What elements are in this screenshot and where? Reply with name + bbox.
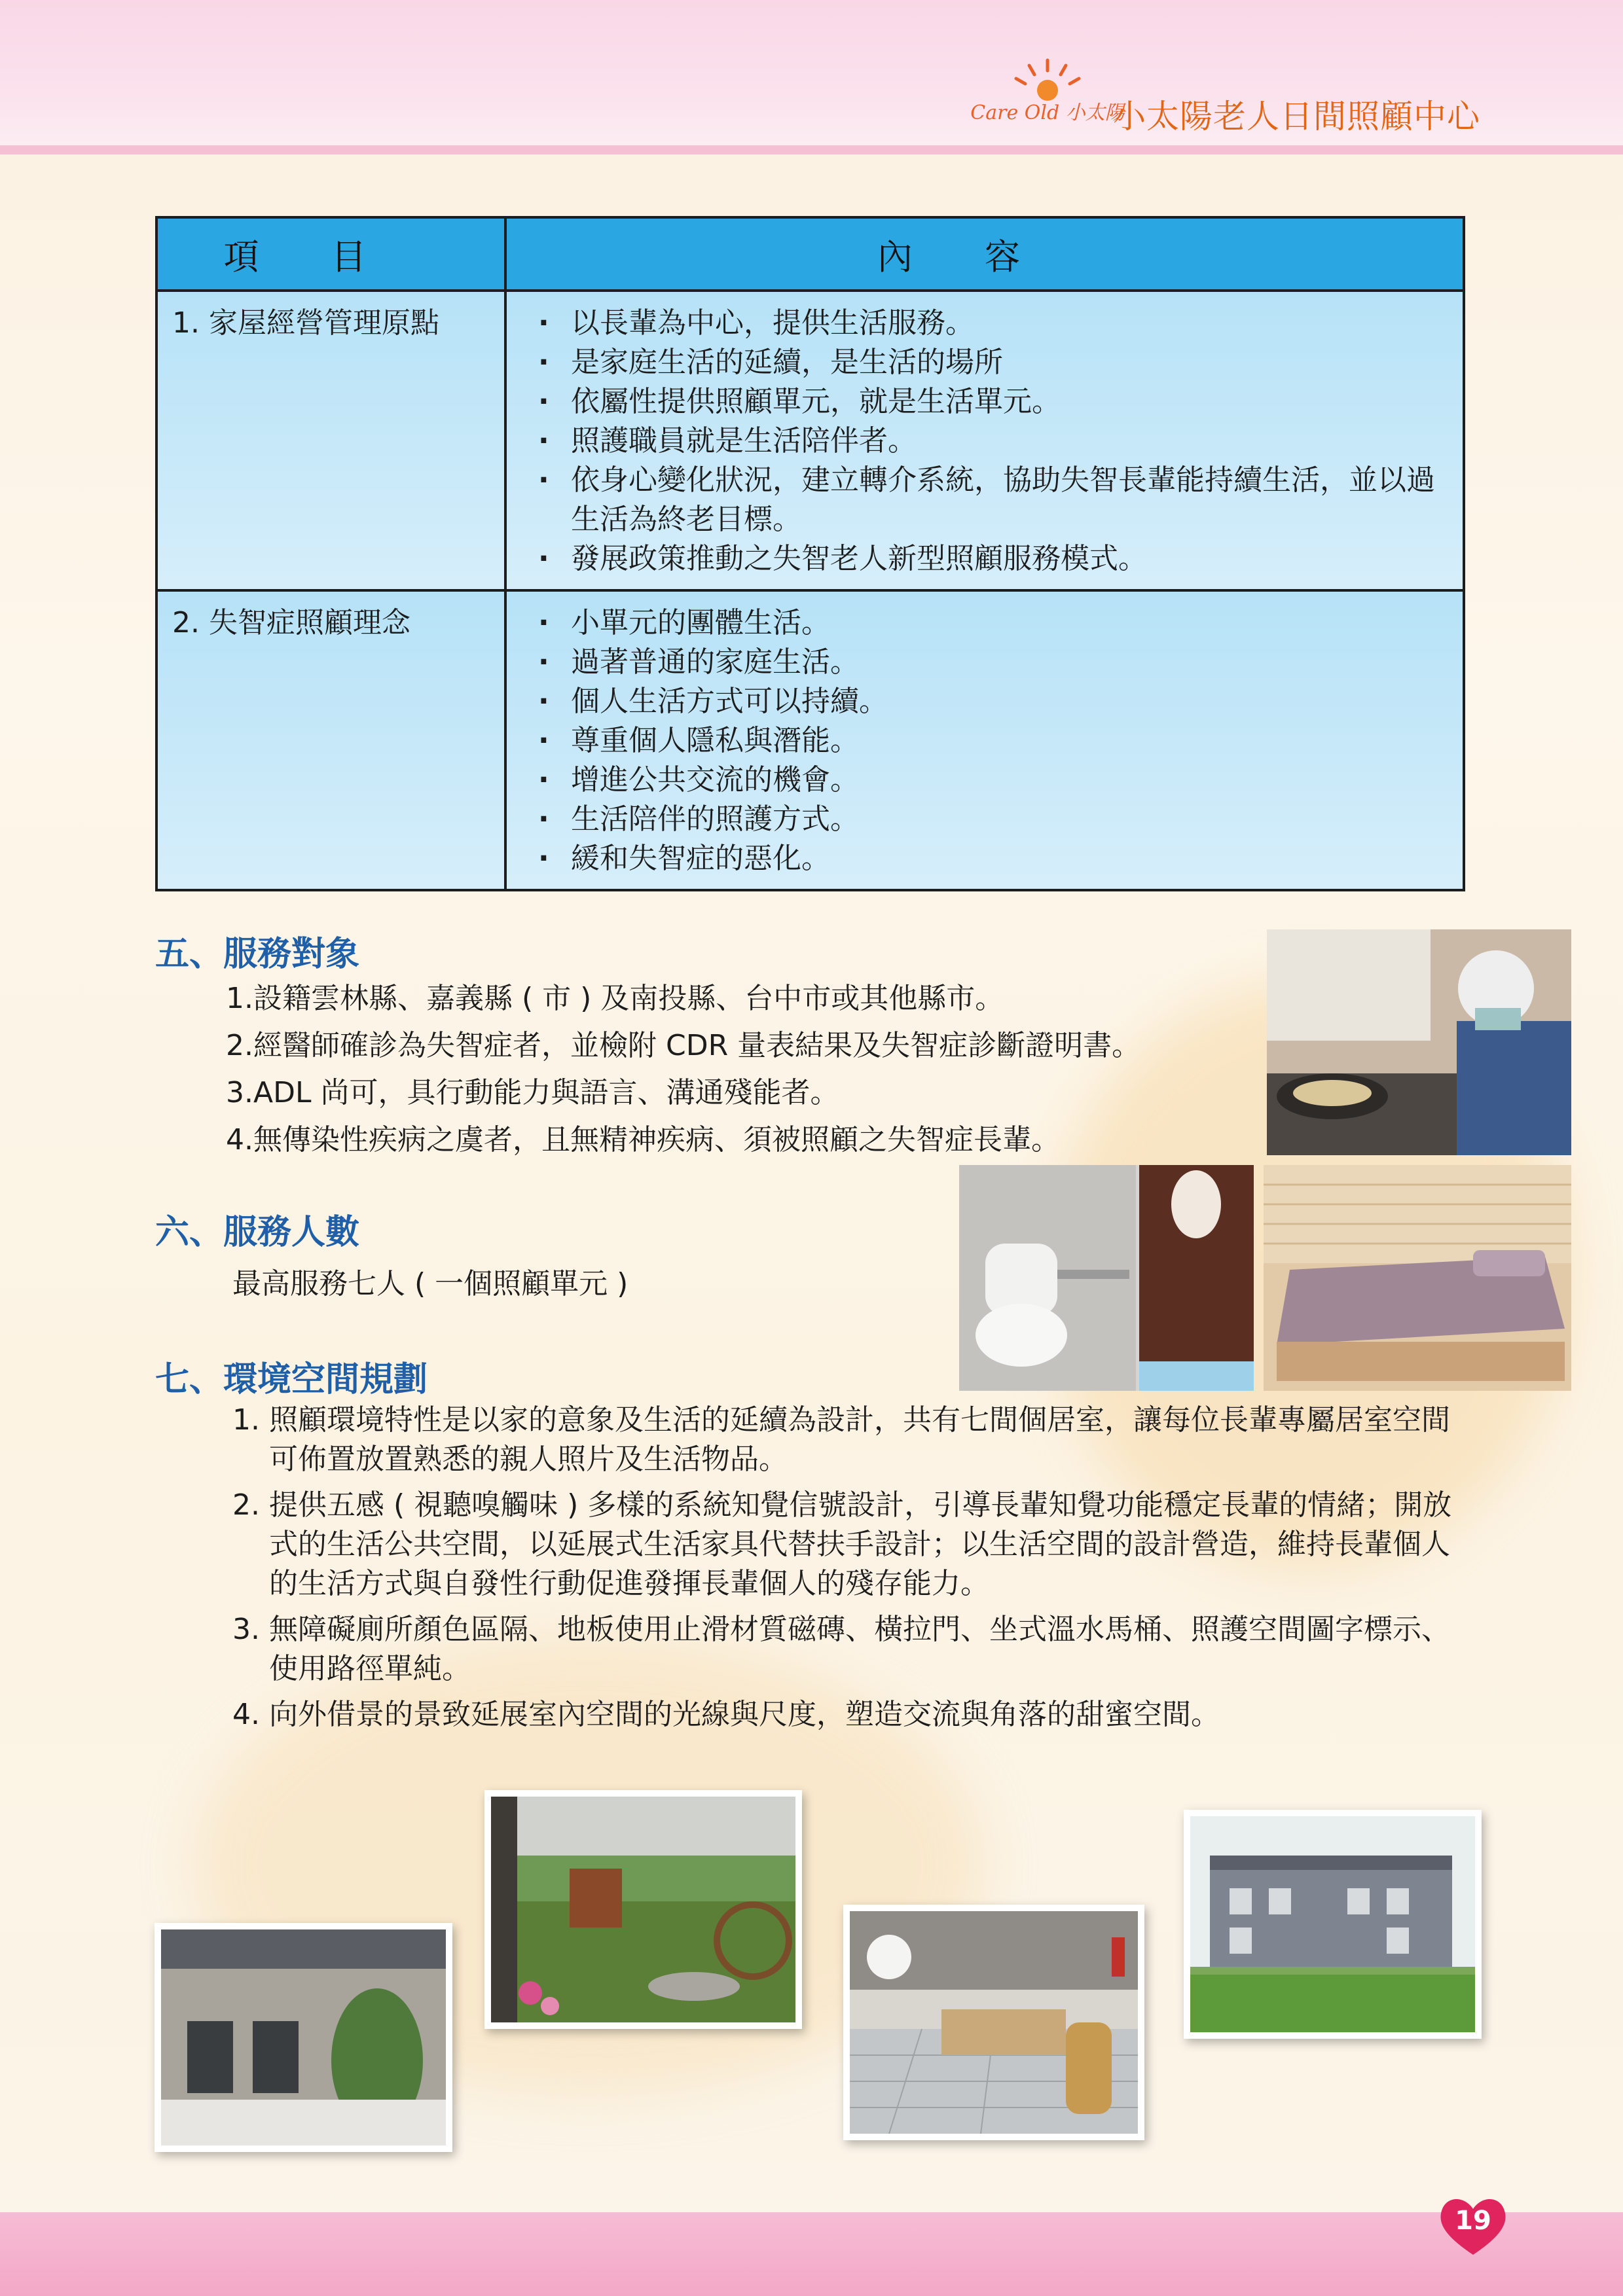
list-number: 4. [232,1698,260,1731]
bullet-item: · 過著普通的家庭生活。 [533,643,1443,682]
table-cell-item: 1. 家屋經營管理原點 [156,291,505,590]
bullet-item: · 照護職員就是生活陪伴者。 [533,422,1443,461]
section-title-service-capacity: 六、服務人數 [155,1213,360,1252]
list-text: 提供五感 ( 視聽嗅觸味 ) 多樣的系統知覺信號設計，引導長輩知覺功能穩定長輩的情緒；開放式的生活公共空間，以延展式生活家具代替扶手設計；以生活空間的設計營造，維持長輩個人的生活方式與自發性行動促進發揮長輩個人的殘存能力。 [269,1488,1452,1600]
bullet-item: · 是家庭生活的延續，是生活的場所 [533,343,1443,382]
photo-building-exterior [155,1923,452,2152]
logo-text: Care Old 小太陽 [970,101,1125,124]
bullet-item: · 小單元的團體生活。 [533,603,1443,643]
table-row [156,590,1464,890]
environment-list [232,1401,1476,1741]
page-number: 19 [1455,2206,1491,2236]
list-item: 3.ADL 尚可，具行動能力與語言、溝通殘能者。 [226,1076,839,1109]
table-header-content: 內容 [505,217,1464,291]
list-number: 3. [232,1613,260,1646]
table-header-item: 項目 [156,217,505,291]
care-principles-table [155,216,1465,891]
list-item: 2.經醫師確診為失智症者，並檢附 CDR 量表結果及失智症診斷證明書。 [226,1029,1141,1062]
bullet-item: · 發展政策推動之失智老人新型照顧服務模式。 [533,539,1443,579]
photo-accessible-toilet [959,1165,1254,1391]
list-text: 照顧環境特性是以家的意象及生活的延續為設計，共有七間個居室，讓每位長輩專屬居室空間可佈置放置熟悉的親人照片及生活物品。 [269,1403,1450,1476]
service-capacity-text: 最高服務七人 ( 一個照顧單元 ) [232,1267,629,1300]
bullet-item: · 以長輩為中心，提供生活服務。 [533,304,1443,343]
table-cell-item: 2. 失智症照顧理念 [156,590,505,890]
photo-garden [484,1790,802,2029]
header-divider [0,145,1623,154]
sun-logo-icon [970,54,1125,139]
photo-corridor-bench [843,1905,1144,2140]
list-item: 1.設籍雲林縣、嘉義縣 ( 市 ) 及南投縣、台中市或其他縣市。 [226,982,1004,1015]
service-targets-list [226,975,1140,1164]
photo-elder-cooking [1267,929,1571,1155]
bullet-item: · 緩和失智症的惡化。 [533,839,1443,878]
list-item [232,1610,1476,1689]
table-header-row [156,217,1464,291]
list-number: 2. [232,1488,260,1522]
list-number: 1. [232,1403,260,1437]
footer-band [0,2212,1623,2296]
bullet-item: · 生活陪伴的照護方式。 [533,800,1443,839]
photo-bedroom [1264,1165,1571,1391]
list-text: 向外借景的景致延展室內空間的光線與尺度，塑造交流與角落的甜蜜空間。 [269,1698,1220,1731]
bullet-item: · 依屬性提供照顧單元，就是生活單元。 [533,382,1443,422]
list-item [232,1695,1476,1734]
bullet-item: · 尊重個人隱私與潛能。 [533,721,1443,761]
section-title-environment: 七、環境空間規劃 [155,1360,428,1399]
bullet-item: · 增進公共交流的機會。 [533,761,1443,800]
bullet-item: · 個人生活方式可以持續。 [533,682,1443,721]
photo-building-with-field [1184,1810,1482,2039]
bullet-item: · 依身心變化狀況，建立轉介系統，協助失智長輩能持續生活，並以過生活為終老目標。 [533,461,1443,539]
list-item: 4.無傳染性疾病之虞者，且無精神疾病、須被照顧之失智症長輩。 [226,1123,1060,1157]
header-title: 小太陽老人日間照顧中心 [1113,98,1480,135]
section-title-service-targets: 五、服務對象 [155,935,360,974]
list-item [232,1401,1476,1479]
table-cell-content [505,291,1464,590]
table-row [156,291,1464,590]
list-text: 無障礙廁所顏色區隔、地板使用止滑材質磁磚、橫拉門、坐式溫水馬桶、照護空間圖字標示、使用路徑單純。 [269,1613,1450,1685]
table-cell-content [505,590,1464,890]
list-item [232,1486,1476,1604]
